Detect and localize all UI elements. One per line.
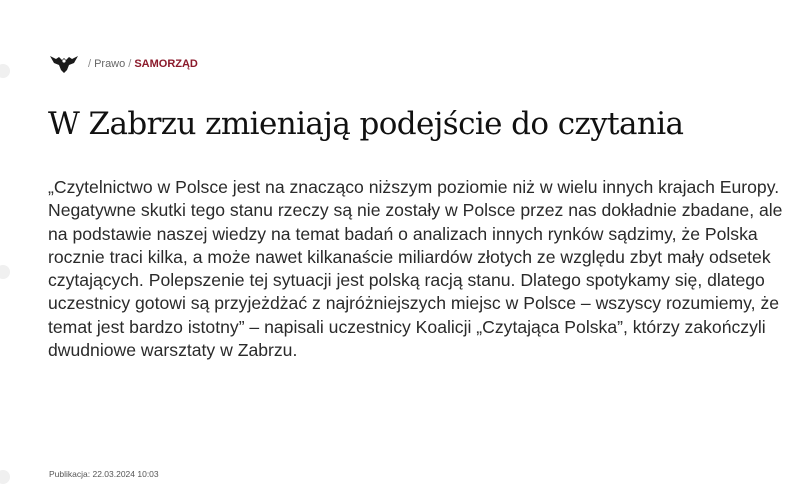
breadcrumb-separator: / (88, 58, 92, 70)
article-lead-paragraph: „Czytelnictwo w Polsce jest na znacząco niższym poziomie niż w wielu innych krajach Europy. Negatywne skutki tego stanu rzeczy są nie zostały w Polsce przez nas dokładnie zbadane, ale na podstawie naszej wiedzy na temat badań o analizach innych rynków sądzimy, że Polska rocznie traci kilka, a może nawet kilkanaście miliardów złotych ze względu zbyt mały odsetek czytających. Polepszenie tej sytuacji jest polską racją stanu. Dlatego spotykamy się, dlatego uczestnicy gotowi są przyjeżdżać z najróżniejszych miejsc w Polsce – wszyscy rozumiemy, że temat jest bardzo istotny” – napisali uczestnicy Koalicji „Czytająca Polska”, którzy zakończyli dwudniowe warsztaty w Zabrzu. (48, 177, 783, 361)
left-edge-decorations (0, 0, 14, 500)
decorative-dot (0, 265, 10, 279)
breadcrumb-separator: / (128, 58, 132, 70)
breadcrumb-item-prawo[interactable]: Prawo (94, 58, 126, 70)
decorative-dot (0, 64, 10, 78)
publication-date: Publikacja: 22.03.2024 10:03 (49, 469, 159, 479)
article-title: W Zabrzu zmieniają podejście do czytania (48, 106, 684, 142)
eagle-logo-icon[interactable] (49, 54, 79, 74)
breadcrumb-item-samorzad[interactable]: SAMORZĄD (134, 58, 198, 70)
breadcrumb (49, 54, 198, 74)
decorative-dot (0, 470, 10, 484)
